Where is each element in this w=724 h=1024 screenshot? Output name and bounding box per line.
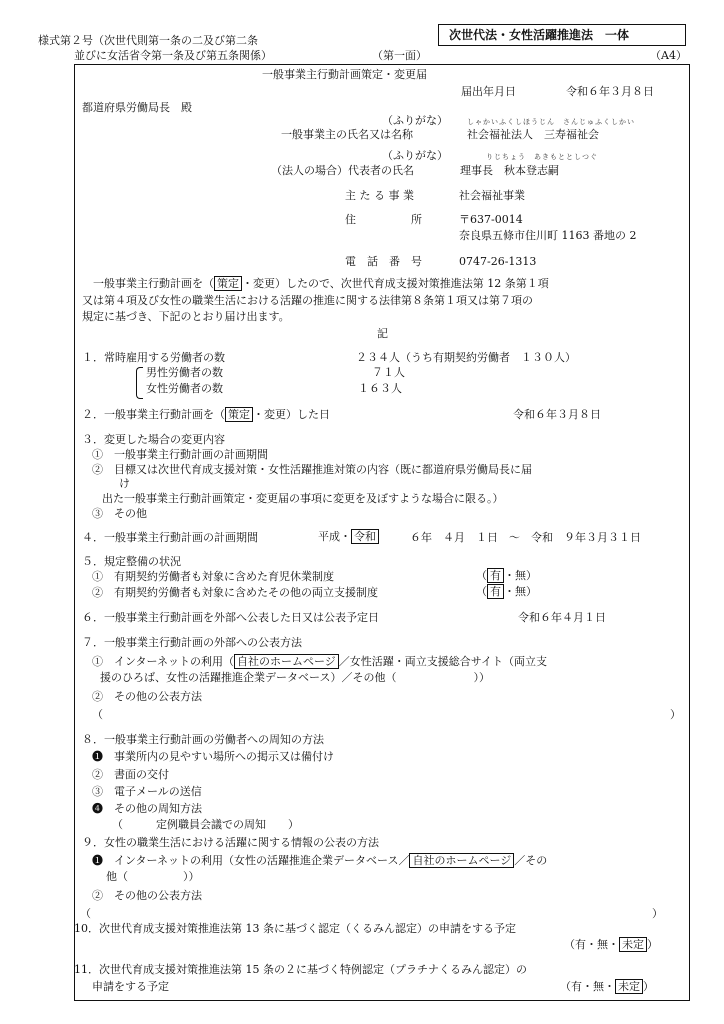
item8-label: ８．一般事業主行動計画の労働者への周知の方法 (82, 733, 324, 746)
address-label: 住 所 (345, 213, 422, 226)
item10-close: ） (647, 938, 658, 951)
item8-option2: ② 書面の交付 (92, 768, 169, 781)
paper-size: （A4） (650, 49, 687, 62)
item5-1-no: ・無） (504, 569, 537, 582)
item5-option2-choice (476, 585, 537, 599)
item5-option2: ② 有期契約労働者も対象に含めたその他の両立支援制度 (92, 586, 378, 599)
document-title: 一般事業主行動計画策定・変更届 (262, 68, 427, 81)
item10-checked: 未定 (619, 937, 647, 952)
item3-label: ３．変更した場合の変更内容 (82, 433, 225, 446)
rep-furigana-label: （ふりがな） (382, 149, 448, 162)
intro-line2: 又は第４項及び女性の職業生活における活躍の推進に関する法律第８条第１項又は第７項の (82, 294, 533, 307)
item1-female-label: 女性労働者の数 (146, 382, 223, 395)
phone-value: 0747-26-1313 (459, 255, 537, 268)
item6-date: 令和６年４月１日 (518, 611, 606, 624)
item9-label: ９．女性の職業生活における活躍に関する情報の公表の方法 (82, 836, 379, 849)
item7-option1 (92, 655, 547, 669)
item9-1-text-b: ／その (514, 854, 548, 867)
intro-line1 (82, 277, 549, 291)
addressee: 都道府県労働局長 殿 (82, 101, 192, 114)
item11-line1: 11．次世代育成支援対策推進法第 15 条の２に基づく特例認定（プラチナくるみん認定）の (74, 963, 527, 976)
intro-line3: 規定に基づき、下記のとおり届け出ます。 (82, 310, 290, 323)
item10-label: 10．次世代育成支援対策推進法第 13 条に基づく認定（くるみん認定）の申請をする予定 (74, 922, 516, 935)
item3-option2-note: 出た一般事業主行動計画策定・変更届の事項に変更を及ぼすような場合に限る。） (102, 492, 504, 505)
item1-label: １．常時雇用する労働者の数 (82, 351, 225, 364)
item11-opts: （有・無・ (560, 980, 615, 993)
item8-option4: ❹ その他の周知方法 (92, 802, 202, 815)
form-number-line1: 様式第２号（次世代則第一条の二及び第二条 (38, 34, 258, 47)
business-value: 社会福祉事業 (459, 189, 525, 202)
item7-1-text-b: ／女性活躍・両立支援総合サイト（両立支 (338, 655, 548, 668)
item5-option1: ① 有期契約労働者も対象に含めた育児休業制度 (92, 570, 334, 583)
rep-furigana: りじちょう あきもととしつぐ (486, 153, 598, 161)
item11-close: ） (643, 980, 654, 993)
item6-label: ６．一般事業主行動計画を外部へ公表した日又は公表予定日 (82, 611, 379, 624)
item7-paren-close: ） (670, 708, 681, 721)
item4-label: ４．一般事業主行動計画の計画期間 (82, 531, 258, 544)
item5-2-no: ・無） (504, 585, 537, 598)
intro-checked-option: 策定 (214, 276, 242, 291)
item5-2-yes-checked: 有 (487, 584, 504, 599)
item1-female-value: １６３人 (358, 382, 402, 395)
item9-1-text-a: ❶ インターネットの利用（女性の活躍推進企業データベース／ (92, 854, 410, 867)
item3-option2-cont: け (119, 477, 130, 490)
item1-bracket (136, 367, 143, 399)
item4-era (318, 530, 379, 544)
item9-option1-cont: 他（ ）） (106, 870, 200, 883)
form-number-line2: 並びに女活省令第一条及び第五条関係） (74, 49, 272, 62)
item5-2-paren: （ (476, 585, 487, 598)
postal-code: 〒637-0014 (459, 213, 523, 226)
item9-1-checked: 自社のホームページ (409, 853, 514, 868)
item7-label: ７．一般事業主行動計画の外部への公表方法 (82, 636, 302, 649)
business-label: 主 た る 事 業 (345, 189, 414, 202)
intro-text-b: ・変更）したので、次世代育成支援対策推進法第 12 条第１項 (242, 277, 549, 290)
item2-date: 令和６年３月８日 (513, 408, 601, 421)
item3-option2: ② 目標又は次世代育成支援対策・女性活躍推進対策の内容（既に都道府県労働局長に届 (92, 463, 532, 476)
employer-label: 一般事業主の氏名又は名称 (281, 128, 413, 141)
item7-paren-open: （ (92, 708, 103, 721)
employer-value: 社会福祉法人 三寿福祉会 (467, 128, 599, 141)
address-value: 奈良県五條市住川町 1163 番地の 2 (459, 229, 637, 242)
item1-value: ２３４人（うち有期契約労働者 １３０人） (356, 351, 576, 364)
item9-option1 (92, 854, 547, 868)
item8-option1: ❶ 事業所内の見やすい場所への掲示又は備付け (92, 750, 334, 763)
item2-text-a: ２．一般事業主行動計画を（ (82, 408, 225, 421)
item9-option2: ② その他の公表方法 (92, 889, 202, 902)
item3-option1: ① 一般事業主行動計画の計画期間 (92, 448, 268, 461)
rep-value: 理事長 秋本登志嗣 (460, 164, 559, 177)
item3-option3: ③ その他 (92, 507, 147, 520)
item9-paren-close: ） (652, 907, 663, 920)
item11-line2: 申請をする予定 (92, 980, 169, 993)
phone-label: 電 話 番 号 (345, 255, 422, 268)
item2-line (82, 408, 330, 422)
page-indicator: （第一面） (372, 49, 427, 62)
item4-period: ６年 ４月 １日 ～ 令和 ９年３月３１日 (410, 531, 641, 544)
item1-male-value: ７１人 (372, 366, 405, 379)
item11-checked: 未定 (615, 979, 643, 994)
item8-option3: ③ 電子メールの送信 (92, 785, 202, 798)
item10-options (564, 938, 658, 952)
furigana-label: （ふりがな） (382, 114, 448, 127)
item7-option2: ② その他の公表方法 (92, 690, 202, 703)
item7-1-checked: 自社のホームページ (234, 654, 339, 669)
employer-furigana: しゃかいふくしほうじん さんじゅふくしかい (467, 118, 635, 126)
intro-text-a: 一般事業主行動計画を（ (82, 277, 214, 290)
item4-era-a: 平成・ (318, 530, 351, 543)
item5-label: ５．規定整備の状況 (82, 555, 181, 568)
item4-era-checked: 令和 (351, 529, 379, 544)
rep-label: （法人の場合）代表者の氏名 (271, 164, 414, 177)
item1-male-label: 男性労働者の数 (146, 366, 223, 379)
item7-option1-cont: 援のひろば、女性の活躍推進企業データベース）／その他（ ）） (100, 671, 490, 684)
item11-options (560, 980, 654, 994)
item5-1-yes-checked: 有 (487, 568, 504, 583)
item9-paren-open: （ (80, 907, 91, 920)
item10-opts: （有・無・ (564, 938, 619, 951)
form-type-box (438, 24, 686, 46)
item2-text-b: ・変更）した日 (253, 408, 330, 421)
item5-option1-choice (476, 569, 537, 583)
date-label: 届出年月日 (461, 85, 516, 98)
item5-1-paren: （ (476, 569, 487, 582)
item2-checked-option: 策定 (225, 407, 253, 422)
item7-1-text-a: ① インターネットの利用（ (92, 655, 235, 668)
date-value: 令和６年３月８日 (566, 85, 654, 98)
form-type-title: 次世代法・女性活躍推進法 一体 (449, 28, 630, 42)
ki-heading: 記 (377, 327, 388, 340)
item8-option4-detail: （ 定例職員会議での周知 ） (112, 818, 299, 831)
